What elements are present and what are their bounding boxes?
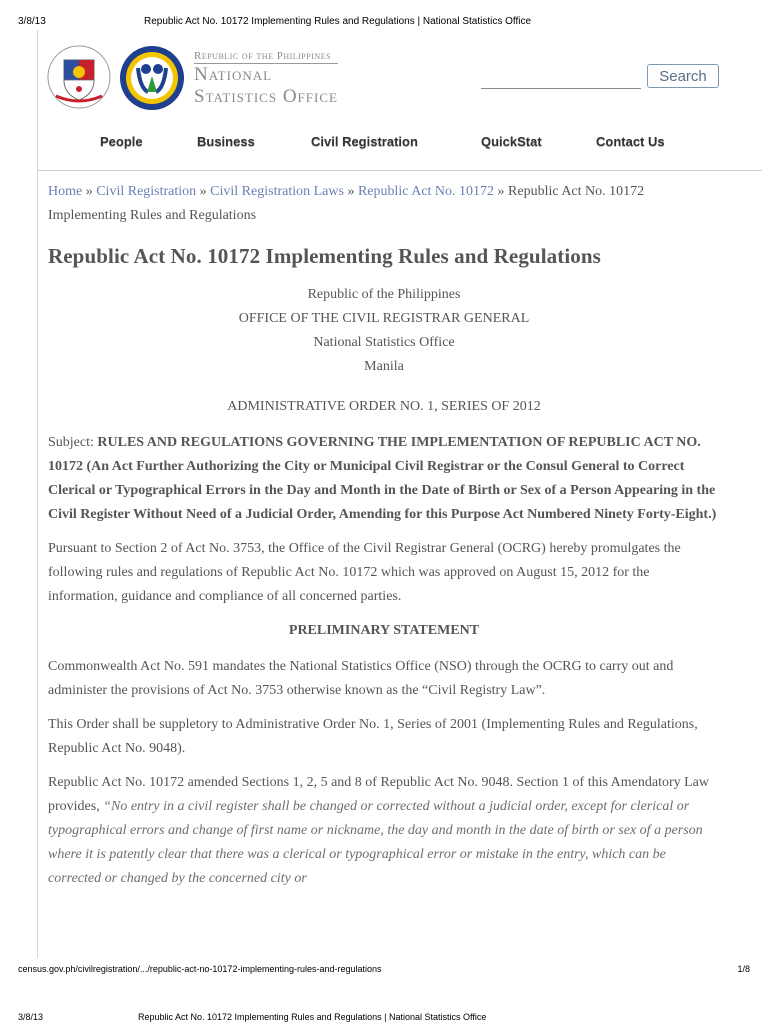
breadcrumb-current: Republic Act No. 10172 Implementing Rules and Regulations — [48, 184, 645, 223]
breadcrumb-laws[interactable]: Civil Registration Laws — [210, 184, 344, 199]
paragraph-pursuant: Pursuant to Section 2 of Act No. 3753, the Office of the Civil Registrar General (OCRG) hereby promulgates the following rules and regulations of Republic Act No. 10172 which was approved on August 15, 2012 for the information, guidance and compliance of all concerned parties. — [48, 541, 681, 604]
breadcrumb-separator: » — [347, 184, 355, 199]
breadcrumb-home[interactable]: Home — [48, 184, 83, 199]
site-brand[interactable] — [194, 50, 338, 108]
nav-item-business[interactable]: Business — [197, 134, 255, 149]
print-footer — [18, 964, 750, 978]
breadcrumb-separator: » — [199, 184, 207, 199]
breadcrumb-separator: » — [85, 184, 93, 199]
page — [37, 30, 762, 958]
search-button[interactable]: Search — [647, 64, 719, 88]
preliminary-heading: PRELIMINARY STATEMENT — [288, 623, 480, 638]
brand-line-statistics-office: Statistics Office — [194, 86, 338, 107]
subject-label: Subject: — [48, 435, 94, 450]
brand-line-national: National — [194, 64, 273, 85]
subject-text: RULES AND REGULATIONS GOVERNING THE IMPLEMENTATION OF REPUBLIC ACT NO. 10172 (An Act Further Authorizing the City or Municipal Civil Registrar or the Consul General to Correct Clerical or Typographical Errors in the Day and Month in the Date of Birth or Sex of a Person Appearing in the Civil Register Without Need of a Judicial Order, Amending for this Purpose Act Numbered Ninety Forty-Eight.) — [48, 435, 717, 522]
search-input[interactable] — [481, 66, 641, 89]
nav-item-contact-us[interactable]: Contact Us — [596, 134, 665, 149]
main-nav — [38, 126, 762, 171]
breadcrumb — [48, 180, 720, 228]
nav-item-civil-registration[interactable]: Civil Registration — [311, 134, 418, 149]
print-header — [18, 16, 750, 30]
header-line: Republic of the Philippines — [307, 287, 461, 302]
breadcrumb-civil-registration[interactable]: Civil Registration — [96, 184, 197, 199]
philippine-seal-icon — [46, 44, 112, 110]
nav-item-quickstat[interactable]: QuickStat — [481, 134, 542, 149]
brand-line-republic: Republic of the Philippines — [194, 50, 338, 64]
amendment-lead: Republic Act No. 10172 amended Sections 1, 2, 5 and 8 of Republic Act No. 9048. Section 1 of this Amendatory Law provides, — [48, 775, 710, 814]
paragraph-amendment — [48, 771, 720, 891]
breadcrumb-ra-10172[interactable]: Republic Act No. 10172 — [357, 184, 495, 199]
header-line: National Statistics Office — [313, 335, 455, 350]
print-title: Republic Act No. 10172 Implementing Rules and Regulations | National Statistics Office — [144, 16, 532, 27]
print-url: census.gov.ph/civilregistration/.../republic-act-no-10172-implementing-rules-and-regulations — [18, 964, 382, 974]
nav-item-people[interactable]: People — [100, 134, 143, 149]
print-title: Republic Act No. 10172 Implementing Rules and Regulations | National Statistics Office — [138, 1012, 487, 1022]
page-title: Republic Act No. 10172 Implementing Rules and Regulations — [48, 244, 601, 268]
amendment-quote: “No entry in a civil register shall be changed or corrected without a judicial order, except for clerical or typographical errors and change of first name or nickname, the day and month in the date of birth or sex of a person where it is patently clear that there was a clerical or typographical error or mistake in the entry, which can be corrected or changed by the concerned city or — [48, 799, 703, 886]
site-header — [38, 30, 762, 140]
print-header-next-page — [18, 1012, 750, 1024]
print-page-number: 1/8 — [737, 964, 750, 974]
header-line: OFFICE OF THE CIVIL REGISTRAR GENERAL — [238, 311, 530, 326]
header-line: Manila — [364, 359, 404, 374]
paragraph-commonwealth: Commonwealth Act No. 591 mandates the National Statistics Office (NSO) through the OCRG to carry out and administer the provisions of Act No. 3753 otherwise known as the “Civil Registry Law”. — [48, 659, 674, 698]
main-content — [48, 180, 720, 901]
paragraph-suppletory: This Order shall be suppletory to Administrative Order No. 1, Series of 2001 (Implementing Rules and Regulations, Republic Act No. 9048). — [48, 717, 698, 756]
print-date: 3/8/13 — [18, 16, 46, 27]
breadcrumb-separator: » — [497, 184, 505, 199]
document-header — [48, 283, 720, 379]
subject-paragraph — [48, 431, 720, 527]
print-date: 3/8/13 — [18, 1012, 44, 1022]
nso-logo-icon — [118, 44, 186, 112]
admin-order: ADMINISTRATIVE ORDER NO. 1, SERIES OF 2012 — [227, 399, 541, 414]
